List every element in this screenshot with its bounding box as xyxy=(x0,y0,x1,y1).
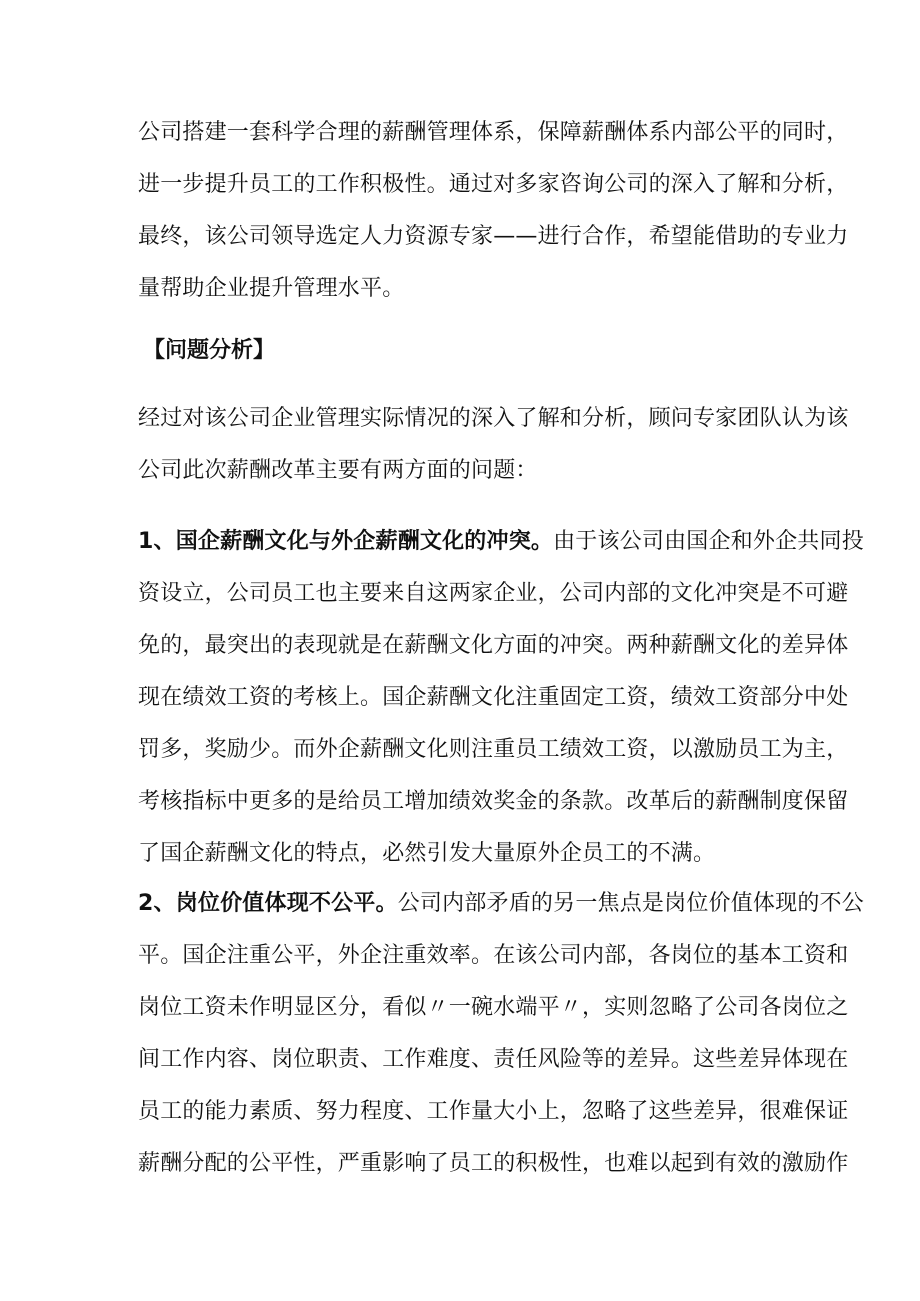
analysis-line-1: 经过对该公司企业管理实际情况的深入了解和分析，顾问专家团队认为该 xyxy=(138,406,849,431)
point1-line-5: 罚多，奖励少。而外企薪酬文化则注重员工绩效工资，以激励员工为主， xyxy=(138,737,849,762)
point2-line-3: 岗位工资未作明显区分，看似〃一碗水端平〃，实则忽略了公司各岗位之 xyxy=(138,995,849,1020)
point2-title: 2、岗位价值体现不公平。 xyxy=(138,891,398,916)
point1-line-6: 考核指标中更多的是给员工增加绩效奖金的条款。改革后的薪酬制度保留 xyxy=(138,789,849,814)
point1-first-line-rest: 由于该公司由国企和外企共同投 xyxy=(553,529,864,554)
point2-line-6: 薪酬分配的公平性，严重影响了员工的积极性，也难以起到有效的激励作 xyxy=(138,1151,849,1176)
intro-line-1: 公司搭建一套科学合理的薪酬管理体系，保障薪酬体系内部公平的同时， xyxy=(138,120,849,145)
point2-line-1 xyxy=(138,878,864,930)
section-heading: 【问题分析】 xyxy=(143,338,276,363)
point1-line-4: 现在绩效工资的考核上。国企薪酬文化注重固定工资，绩效工资部分中处 xyxy=(138,685,849,710)
point1-line-2: 资设立，公司员工也主要来自这两家企业，公司内部的文化冲突是不可避 xyxy=(138,581,849,606)
intro-line-2: 进一步提升员工的工作积极性。通过对多家咨询公司的深入了解和分析， xyxy=(138,172,849,197)
analysis-line-2: 公司此次薪酬改革主要有两方面的问题： xyxy=(138,458,538,483)
point2-line-2: 平。国企注重公平，外企注重效率。在该公司内部，各岗位的基本工资和 xyxy=(138,943,849,968)
point1-paragraph xyxy=(138,516,864,880)
point2-line-5: 员工的能力素质、努力程度、工作量大小上，忽略了这些差异，很难保证 xyxy=(138,1099,849,1124)
intro-line-3: 最终，该公司领导选定人力资源专家——进行合作，希望能借助的专业力 xyxy=(138,224,849,249)
point1-line-1 xyxy=(138,516,864,568)
point2-first-line-rest: 公司内部矛盾的另一焦点是岗位价值体现的不公 xyxy=(397,891,864,916)
point1-line-3: 免的，最突出的表现就是在薪酬文化方面的冲突。两种薪酬文化的差异体 xyxy=(138,633,849,658)
intro-paragraph xyxy=(138,107,849,315)
point1-title: 1、国企薪酬文化与外企薪酬文化的冲突。 xyxy=(138,529,554,554)
intro-line-4: 量帮助企业提升管理水平。 xyxy=(138,276,405,301)
analysis-paragraph xyxy=(138,393,849,497)
point2-line-4: 间工作内容、岗位职责、工作难度、责任风险等的差异。这些差异体现在 xyxy=(138,1047,849,1072)
point2-paragraph xyxy=(138,878,864,1190)
point1-line-7: 了国企薪酬文化的特点，必然引发大量原外企员工的不满。 xyxy=(138,841,716,866)
